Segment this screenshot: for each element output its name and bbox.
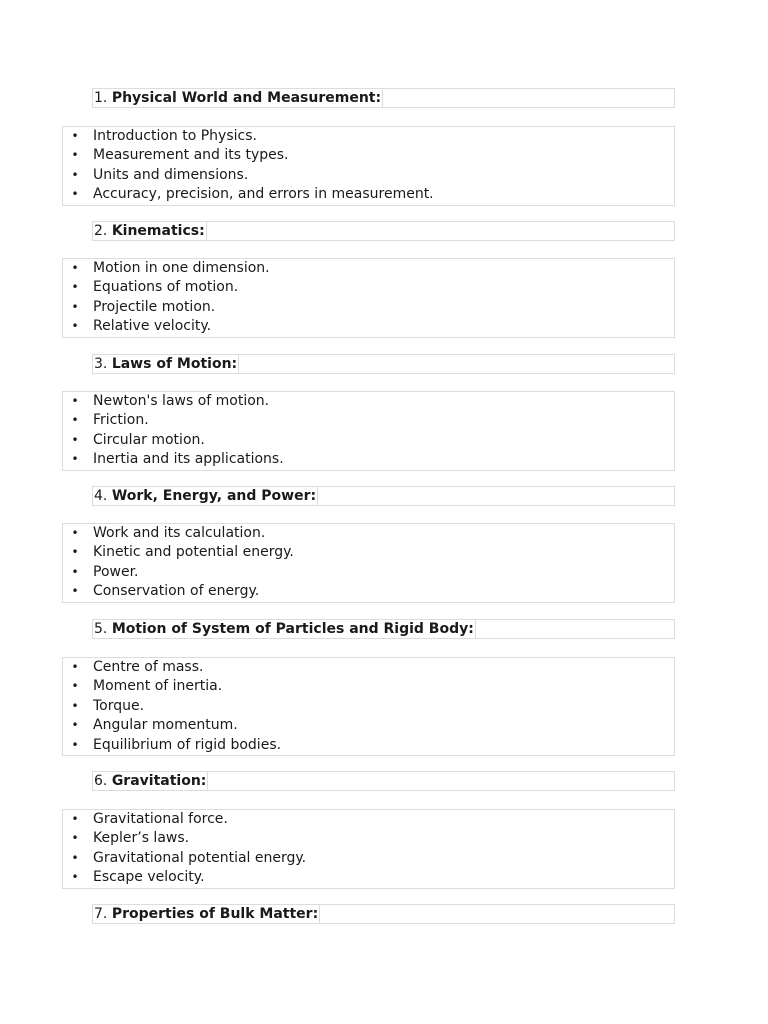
list-item: [63, 736, 674, 755]
list-item: [63, 185, 674, 204]
list-item: [63, 524, 674, 543]
bullet-icon: •: [71, 413, 79, 428]
list-item: [63, 543, 674, 562]
list-item: [63, 278, 674, 297]
section-number: 2.: [94, 223, 108, 239]
bullet-icon: •: [71, 167, 79, 182]
list-item: [63, 411, 674, 430]
section-title: Gravitation:: [111, 773, 207, 789]
list-item-text: Units and dimensions.: [93, 166, 249, 183]
section-title: Work, Energy, and Power:: [111, 488, 317, 504]
list-item: [63, 697, 674, 716]
bullet-icon: •: [71, 660, 79, 674]
list-item-text: Equilibrium of rigid bodies.: [93, 736, 282, 753]
bullet-icon: •: [71, 850, 79, 865]
section-heading: [92, 619, 675, 639]
list-item-text: Friction.: [93, 412, 149, 429]
section-heading: [92, 771, 675, 791]
list-item-text: Introduction to Physics.: [93, 128, 257, 144]
list-item-text: Centre of mass.: [93, 659, 204, 675]
list-item: [63, 392, 674, 411]
section-number: 3.: [94, 356, 108, 372]
list-item: [63, 829, 674, 848]
topic-list: [62, 258, 675, 338]
topic-list: [62, 809, 675, 889]
section-number: 6.: [94, 773, 108, 789]
section-title: Laws of Motion:: [111, 356, 238, 372]
section-heading: [92, 88, 675, 108]
list-item-text: Newton's laws of motion.: [93, 393, 270, 409]
bullet-icon: •: [71, 129, 79, 143]
list-item-text: Power.: [93, 563, 139, 580]
bullet-icon: •: [71, 299, 79, 314]
list-item: [63, 450, 674, 469]
list-item: [63, 166, 674, 185]
bullet-icon: •: [71, 526, 79, 540]
topic-list: [62, 391, 675, 471]
section-number: 1.: [94, 90, 108, 106]
bullet-icon: •: [71, 545, 79, 560]
list-item: [63, 146, 674, 165]
list-item-text: Projectile motion.: [93, 298, 216, 315]
list-item-text: Circular motion.: [93, 431, 205, 448]
list-item-text: Motion in one dimension.: [93, 260, 270, 276]
bullet-icon: •: [71, 280, 79, 295]
list-item-text: Accuracy, precision, and errors in measurement.: [93, 186, 434, 203]
list-item-text: Gravitational potential energy.: [93, 849, 307, 866]
list-item: [63, 431, 674, 450]
bullet-icon: •: [71, 319, 79, 334]
bullet-icon: •: [71, 148, 79, 163]
list-item-text: Escape velocity.: [93, 869, 205, 886]
bullet-icon: •: [71, 452, 79, 467]
bullet-icon: •: [71, 737, 79, 752]
list-item-text: Gravitational force.: [93, 811, 228, 827]
bullet-icon: •: [71, 564, 79, 579]
list-item: [63, 810, 674, 829]
list-item: [63, 563, 674, 582]
list-item: [63, 259, 674, 278]
section-heading: [92, 354, 675, 374]
list-item-text: Relative velocity.: [93, 318, 212, 335]
section-title: Properties of Bulk Matter:: [111, 906, 319, 922]
list-item: [63, 127, 674, 146]
topic-list: [62, 657, 675, 756]
section-heading: [92, 904, 675, 924]
bullet-icon: •: [71, 698, 79, 713]
bullet-icon: •: [71, 261, 79, 275]
bullet-icon: •: [71, 584, 79, 599]
bullet-icon: •: [71, 718, 79, 733]
list-item: [63, 849, 674, 868]
bullet-icon: •: [71, 870, 79, 885]
section-title: Motion of System of Particles and Rigid Body:: [111, 621, 474, 637]
bullet-icon: •: [71, 679, 79, 694]
list-item: [63, 716, 674, 735]
list-item-text: Equations of motion.: [93, 279, 239, 296]
list-item: [63, 298, 674, 317]
list-item-text: Measurement and its types.: [93, 147, 289, 164]
list-item-text: Moment of inertia.: [93, 678, 223, 695]
section-number: 7.: [94, 906, 108, 922]
list-item: [63, 658, 674, 677]
list-item: [63, 582, 674, 601]
list-item-text: Inertia and its applications.: [93, 451, 284, 468]
bullet-icon: •: [71, 394, 79, 408]
bullet-icon: •: [71, 812, 79, 826]
bullet-icon: •: [71, 187, 79, 202]
bullet-icon: •: [71, 432, 79, 447]
list-item: [63, 317, 674, 336]
list-item-text: Work and its calculation.: [93, 525, 266, 541]
topic-list: [62, 523, 675, 603]
list-item-text: Torque.: [93, 697, 145, 714]
section-heading: [92, 486, 675, 506]
list-item-text: Angular momentum.: [93, 717, 238, 734]
list-item-text: Kepler’s laws.: [93, 830, 190, 847]
list-item: [63, 868, 674, 887]
section-heading: [92, 221, 675, 241]
section-number: 4.: [94, 488, 108, 504]
bullet-icon: •: [71, 831, 79, 846]
list-item-text: Conservation of energy.: [93, 583, 260, 600]
section-title: Kinematics:: [111, 223, 205, 239]
section-title: Physical World and Measurement:: [111, 90, 382, 106]
section-number: 5.: [94, 621, 108, 637]
list-item-text: Kinetic and potential energy.: [93, 544, 294, 561]
list-item: [63, 677, 674, 696]
topic-list: [62, 126, 675, 206]
